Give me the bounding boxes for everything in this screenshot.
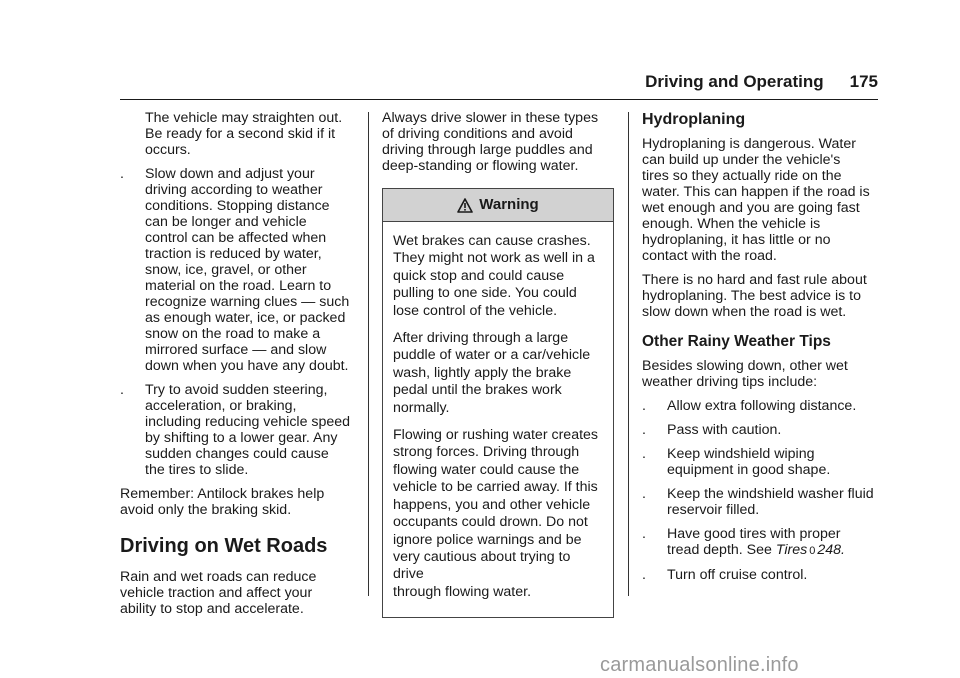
line: pulling to one side. You could [393, 285, 577, 302]
line: sudden changes could cause [145, 446, 329, 462]
bullet-glyph: . [642, 486, 646, 502]
line: ignore police warnings and be [393, 531, 582, 548]
line: reservoir filled. [667, 502, 760, 518]
line: avoid only the braking skid. [120, 502, 292, 518]
line: snow, ice, gravel, or other [145, 262, 307, 278]
line: Besides slowing down, other wet [642, 358, 848, 374]
section-heading-wet-roads: Driving on Wet Roads [120, 535, 328, 557]
section-title: Driving and Operating [645, 72, 824, 91]
warning-title: Warning [479, 196, 539, 213]
line: flowing water could cause the [393, 461, 580, 478]
bullet-glyph: . [642, 446, 646, 462]
column-divider-2 [628, 112, 629, 596]
line: Rain and wet roads can reduce [120, 569, 317, 585]
drive-slower-paragraph [382, 110, 614, 174]
line: wet enough and you are going fast [642, 200, 860, 216]
line: acceleration, or braking, [145, 398, 297, 414]
list-item [642, 526, 882, 559]
line: normally. [393, 399, 450, 416]
line: control can be affected when [145, 230, 327, 246]
line: After driving through a large [393, 330, 569, 347]
bullet-glyph: . [642, 526, 646, 542]
line: wash, lightly apply the brake [393, 364, 572, 381]
column-1 [120, 110, 360, 625]
line: The vehicle may straighten out. [145, 110, 343, 126]
line: equipment in good shape. [667, 462, 831, 478]
bullet-glyph: . [120, 166, 124, 182]
line: material on the road. Learn to [145, 278, 332, 294]
list-item [642, 486, 882, 518]
wet-roads-paragraph [120, 569, 360, 617]
line: Have good tires with proper [667, 526, 841, 542]
line: of driving conditions and avoid [382, 126, 573, 142]
line: can be longer and vehicle [145, 214, 307, 230]
line: mirrored surface — and slow [145, 342, 327, 358]
line: the tires to slide. [145, 462, 249, 478]
line: weather driving tips include: [642, 374, 818, 390]
bullet-glyph: . [642, 398, 646, 414]
line: vehicle to be carried away. If this [393, 479, 598, 496]
warning-paragraph [393, 233, 605, 320]
skid-intro [120, 110, 360, 158]
column-divider-1 [368, 112, 369, 596]
line: conditions. Stopping distance [145, 198, 330, 214]
line: by shifting to a lower gear. Any [145, 430, 338, 446]
line: Be ready for a second skid if it [145, 126, 336, 142]
header-rule [120, 99, 878, 100]
line: There is no hard and fast rule about [642, 272, 867, 288]
line: strong forces. Driving through [393, 444, 580, 461]
line: enough. When the vehicle is [642, 216, 821, 232]
line: Keep the windshield washer fluid [667, 486, 874, 502]
rainy-tips-intro [642, 358, 882, 390]
list-item [642, 398, 882, 414]
line: Allow extra following distance. [667, 398, 857, 414]
warning-paragraph [393, 427, 605, 601]
line: water. This can happen if the road is [642, 184, 870, 200]
bullet-glyph: . [642, 567, 646, 583]
line: driving through large puddles and [382, 142, 593, 158]
line: hydroplaning. The best advice is to [642, 288, 861, 304]
list-item [642, 422, 882, 438]
section-heading-rainy-tips: Other Rainy Weather Tips [642, 333, 831, 350]
line: Try to avoid sudden steering, [145, 382, 328, 398]
line: driving according to weather [145, 182, 323, 198]
line: traction is reduced by water, [145, 246, 322, 262]
page-ref-arrow-icon: 0 [809, 545, 816, 557]
bullet-glyph: . [642, 422, 646, 438]
line: Wet brakes can cause crashes. [393, 233, 591, 249]
line: lose control of the vehicle. [393, 302, 558, 319]
warning-paragraph [393, 330, 605, 417]
tires-link[interactable]: Tires [775, 542, 808, 558]
line: hydroplaning, it has little or no [642, 232, 831, 248]
line: occurs. [145, 142, 191, 158]
line: Turn off cruise control. [667, 567, 808, 583]
line: can build up under the vehicle's [642, 152, 841, 168]
warning-triangle-icon [457, 198, 473, 213]
line: puddle of water or a car/vehicle [393, 347, 591, 364]
list-item [120, 382, 360, 478]
page-number: 175 [849, 72, 878, 91]
line: Slow down and adjust your [145, 166, 315, 182]
line: vehicle traction and affect your [120, 585, 313, 601]
line: as enough water, ice, or packed [145, 310, 346, 326]
line: Always drive slower in these types [382, 110, 599, 126]
line: Flowing or rushing water creates [393, 427, 599, 444]
list-item [120, 166, 360, 374]
hydroplaning-paragraph [642, 136, 882, 264]
line: They might not work as well in a [393, 250, 595, 267]
hydroplaning-advice-paragraph [642, 272, 882, 320]
section-heading-hydroplaning: Hydroplaning [642, 111, 746, 128]
line: contact with the road. [642, 248, 777, 264]
line: happens, you and other vehicle [393, 496, 591, 513]
warning-body [383, 222, 613, 617]
remember-paragraph [120, 486, 360, 518]
watermark: carmanualsonline.info [600, 654, 799, 676]
line: Pass with caution. [667, 422, 782, 438]
line: slow down when the road is wet. [642, 304, 847, 320]
bullet-glyph: . [120, 382, 124, 398]
line: quick stop and could cause [393, 267, 565, 284]
line: Keep windshield wiping [667, 446, 815, 462]
line: ability to stop and accelerate. [120, 601, 304, 617]
line: tread depth. See [667, 542, 776, 558]
line: snow on the road to make a [145, 326, 321, 342]
line: deep-standing or flowing water. [382, 158, 579, 174]
warning-box [382, 188, 614, 618]
line: down when you have any doubt. [145, 358, 349, 374]
line: occupants could drown. Do not [393, 514, 588, 531]
list-item [642, 446, 882, 478]
page-header [120, 72, 878, 96]
warning-header [383, 189, 613, 222]
line: Remember: Antilock brakes help [120, 486, 325, 502]
column-3 [642, 110, 882, 591]
line: very cautious about trying to drive [393, 548, 571, 583]
list-item [642, 567, 882, 583]
column-2 [382, 110, 614, 618]
line: recognize warning clues — such [145, 294, 350, 310]
line: tires so they actually ride on the [642, 168, 842, 184]
line: pedal until the brakes work [393, 382, 562, 399]
line: including reducing vehicle speed [145, 414, 351, 430]
line: through flowing water. [393, 583, 532, 600]
tires-page-ref[interactable]: 248. [817, 542, 846, 558]
line: Hydroplaning is dangerous. Water [642, 136, 856, 152]
